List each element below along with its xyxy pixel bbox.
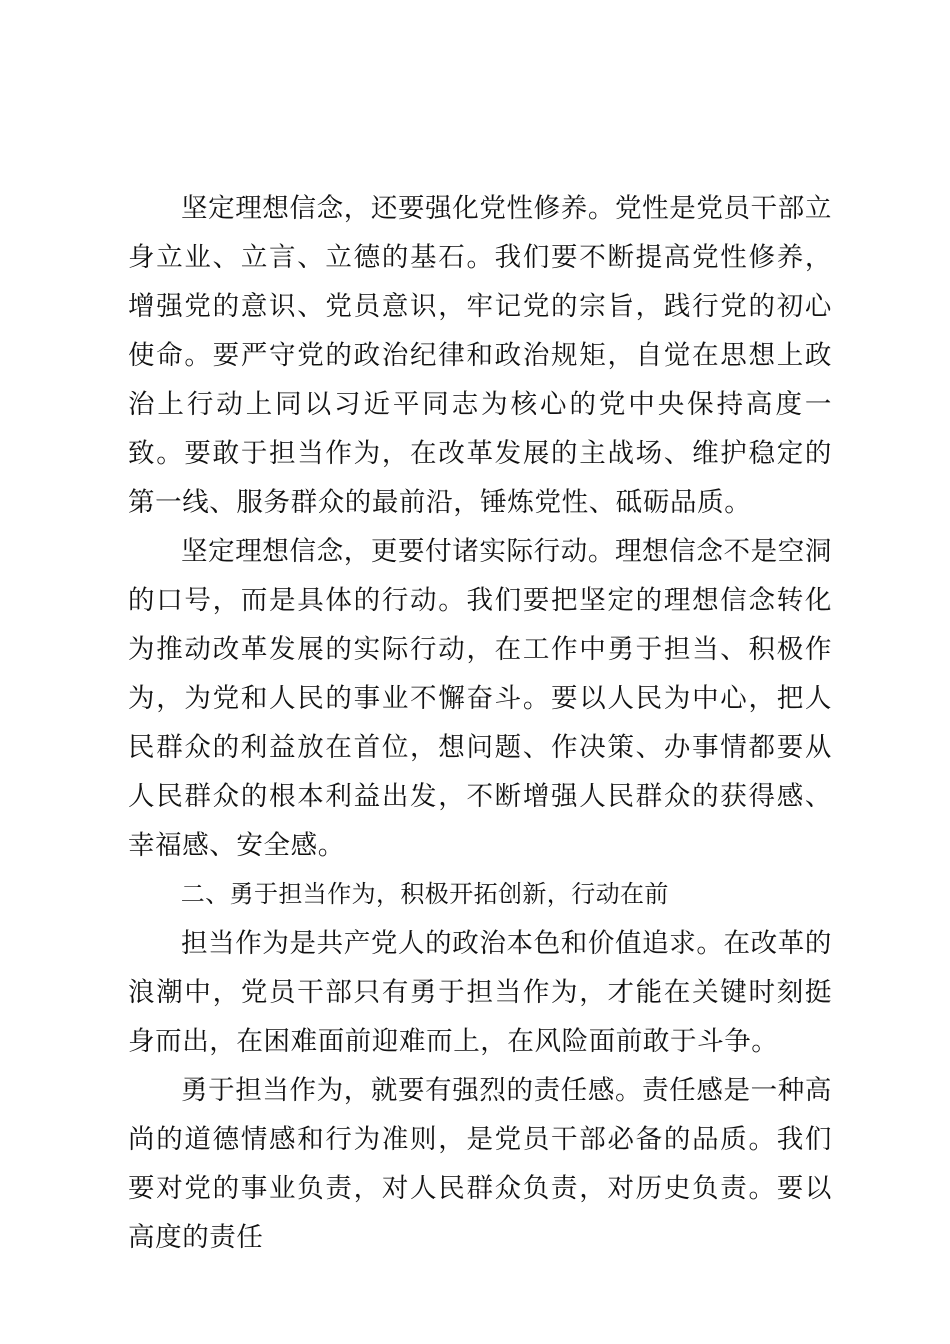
paragraph-practical-action: 坚定理想信念，更要付诸实际行动。理想信念不是空洞的口号，而是具体的行动。我们要把坚定的理想信念转化为推动改革发展的实际行动，在工作中勇于担当、积极作为，为党和人民的事业不懈奋斗。要以人民为中心，把人民群众的利益放在首位，想问题、作决策、办事情都要从人民群众的根本利益出发，不断增强人民群众的获得感、幸福感、安全感。 — [128, 536, 832, 861]
paragraph-party-spirit: 坚定理想信念，还要强化党性修养。党性是党员干部立身立业、立言、立德的基石。我们要不断提高党性修养，增强党的意识、党员意识，牢记党的宗旨，践行党的初心使命。要严守党的政治纪律和政治规矩，自觉在思想上政治上行动上同以习近平同志为核心的党中央保持高度一致。要敢于担当作为，在改革发展的主战场、维护稳定的第一线、服务群众的最前沿，锤炼党性、砥砺品质。 — [128, 193, 832, 518]
paragraph-responsibility-intro: 担当作为是共产党人的政治本色和价值追求。在改革的浪潮中，党员干部只有勇于担当作为，才能在关键时刻挺身而出，在困难面前迎难而上，在风险面前敢于斗争。 — [128, 928, 832, 1057]
paragraph-sense-of-responsibility: 勇于担当作为，就要有强烈的责任感。责任感是一种高尚的道德情感和行为准则，是党员干部必备的品质。我们要对党的事业负责，对人民群众负责，对历史负责。要以高度的责任 — [128, 1075, 832, 1253]
section-heading: 二、勇于担当作为，积极开拓创新，行动在前 — [180, 880, 669, 908]
document-body — [128, 184, 832, 1262]
